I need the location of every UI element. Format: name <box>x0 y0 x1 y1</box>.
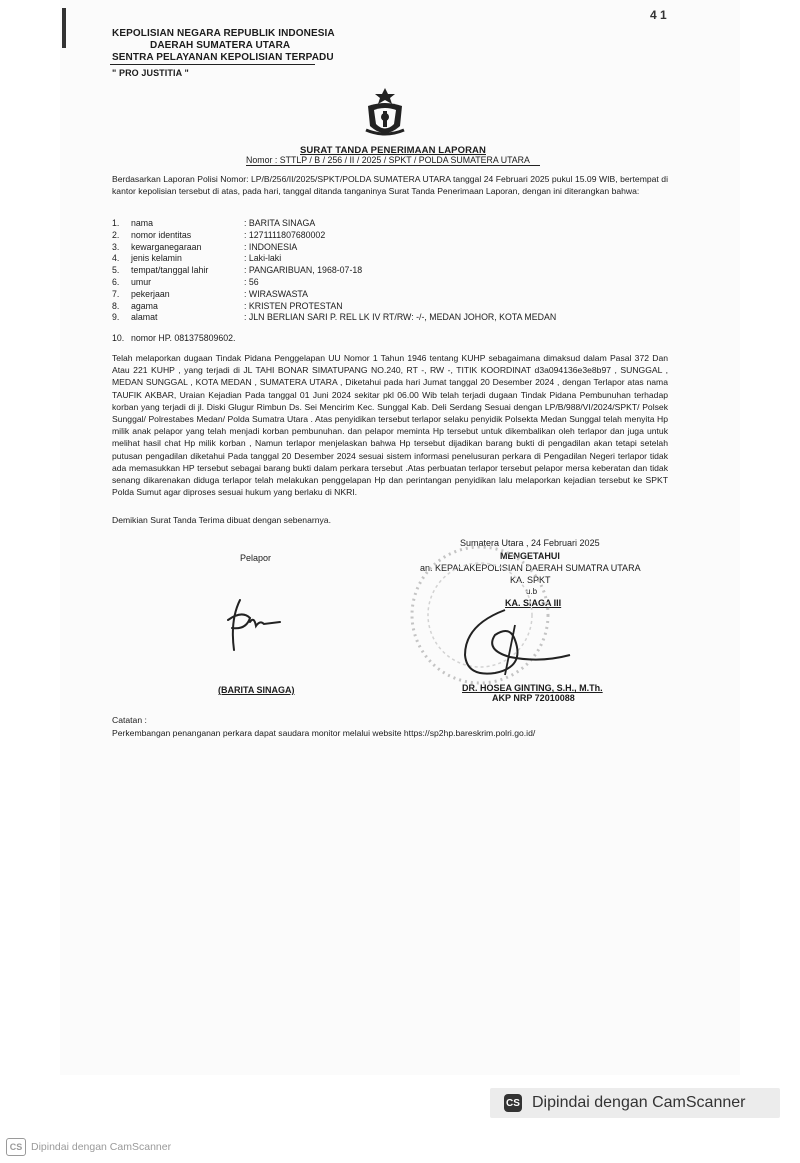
pro-justitia: " PRO JUSTITIA " <box>112 68 189 78</box>
header-rule <box>110 64 315 65</box>
field-number: 7. <box>112 288 120 299</box>
note-label: Catatan : <box>112 715 147 725</box>
field-label: kewarganegaraan <box>131 241 202 252</box>
officer-name: DR. HOSEA GINTING, S.H., M.Th. <box>462 683 603 693</box>
camscanner-footer-logo-icon: CS <box>6 1138 26 1156</box>
field-number: 3. <box>112 241 120 252</box>
field-phone-value: nomor HP. 081375809602. <box>131 333 236 343</box>
camscanner-badge <box>490 1088 780 1118</box>
field-value: : BARITA SINAGA <box>244 218 316 228</box>
field-number: 6. <box>112 276 120 287</box>
reporter-signature-icon <box>220 590 290 660</box>
field-number: 5. <box>112 265 120 276</box>
field-row <box>112 230 556 242</box>
header-region: DAERAH SUMATERA UTARA <box>150 40 291 51</box>
reporter-name: (BARITA SINAGA) <box>218 685 295 695</box>
field-label: alamat <box>131 312 158 323</box>
note-text: Perkembangan penanganan perkara dapat saudara monitor melalui website https://sp2hp.bareskrim.polri.go.id/ <box>112 728 536 738</box>
closing-statement: Demikian Surat Tanda Terima dibuat dengan sebenarnya. <box>112 515 331 525</box>
place-date: Sumatera Utara , 24 Februari 2025 <box>460 538 600 548</box>
field-number: 2. <box>112 229 120 240</box>
field-value: : JLN BERLIAN SARI P. REL LK IV RT/RW: -/-, MEDAN JOHOR, KOTA MEDAN <box>244 312 557 323</box>
field-label: jenis kelamin <box>131 253 182 264</box>
field-label: nomor identitas <box>131 229 192 240</box>
page-number-mark: 4 1 <box>650 8 667 22</box>
field-value: : WIRASWASTA <box>244 288 309 299</box>
field-row <box>112 289 556 301</box>
ka-siaga-label: KA. SIAGA III <box>505 598 562 608</box>
document-number: Nomor : STTLP / B / 256 / II / 2025 / SPKT / POLDA SUMATERA UTARA <box>246 155 530 165</box>
field-value: : 1271111807680002 <box>244 229 326 240</box>
document-title: SURAT TANDA PENERIMAAN LAPORAN <box>300 145 486 156</box>
field-value: : Laki-laki <box>244 253 282 264</box>
field-label: agama <box>131 300 158 311</box>
field-value: : 56 <box>244 276 259 287</box>
intro-paragraph: Berdasarkan Laporan Polisi Nomor: LP/B/256/II/2025/SPKT/POLDA SUMATERA UTARA tanggal 24 Februari 2025 pukul 15.09 WIB, bertempat di kantor kepolisian tersebut di atas, pada hari, tanggal ditanda tanganinya Surat Tanda Penerimaan Laporan, dengan ini diterangkan bahwa: <box>112 174 668 197</box>
officer-rank: AKP NRP 72010088 <box>492 693 575 703</box>
field-number: 9. <box>112 312 120 323</box>
camscanner-footer-text: Dipindai dengan CamScanner <box>31 1141 172 1153</box>
field-number: 8. <box>112 300 120 311</box>
field-phone-number: 10. <box>112 333 125 343</box>
page-corner-mark <box>62 8 66 48</box>
header-institution: KEPOLISIAN NEGARA REPUBLIK INDONESIA <box>112 28 335 39</box>
pelapor-label: Pelapor <box>240 553 272 563</box>
field-value: : PANGARIBUAN, 1968-07-18 <box>244 265 363 276</box>
on-behalf-line: an. KEPALAKEPOLISIAN DAERAH SUMATRA UTARA <box>420 563 641 573</box>
field-value: : INDONESIA <box>244 241 298 252</box>
field-row <box>112 253 556 265</box>
camscanner-badge-text: Dipindai dengan CamScanner <box>532 1094 746 1111</box>
field-number: 4. <box>112 253 120 264</box>
official-signature-icon <box>455 605 575 685</box>
ka-spkt-label: KA. SPKT <box>510 575 551 585</box>
field-row <box>112 301 556 313</box>
field-label: pekerjaan <box>131 288 170 299</box>
field-label: nama <box>131 218 154 228</box>
field-number: 1. <box>112 218 120 228</box>
field-phone <box>112 333 236 343</box>
reporter-details <box>112 218 556 324</box>
header-unit: SENTRA PELAYANAN KEPOLISIAN TERPADU <box>112 52 334 63</box>
title-rule <box>246 165 540 166</box>
police-emblem-icon <box>362 86 408 142</box>
field-row <box>112 218 556 230</box>
mengetahui-label: MENGETAHUI <box>500 551 560 561</box>
report-body-paragraph: Telah melaporkan dugaan Tindak Pidana Penggelapan UU Nomor 1 Tahun 1946 tentang KUHP sebagaimana dimaksud dalam Pasal 372 Dan Atau 221 KUHP , yang terjadi di JL TAHI BONAR SIMATUPANG NO.240, RT -, RW -, TITIK KOORDINAT d3a094136e3e8b97 , SUNGGAL , MEDAN SUNGGAL , KOTA MEDAN , SUMATERA UTARA , Diketahui pada hari Jumat tanggal 20 Desember 2024 , dengan Terlapor atas nama TAUFIK AKBAR, Uraian Kejadian Pada tanggal 01 Juni 2024 sekitar pkl 06.00 Wib telah terjadi dugaan Tindak Pidana Pembunuhan terhadap korban yang terjadi di jl. Diski Glugur Rimbun Ds. Sei Mencirim Kec. Sunggal Kab. Deli Serdang Sesuai dengan LP/B/988/VI/2024/SPKT/ Polsek Sunggal/ Polrestabes Medan/ Polda Sumatra Utara . Atas penyidikan tersebut terlapor selaku penyidik Polsekta Medan Sunggal telah menyita Hp milik anak pelapor yang telah menjadi korban pembunuhan. dan pelapor meminta Hp tersebut untuk dikembalikan oleh terlapor dan juga untuk melihat hasil chat Hp milik korban , Namun terlapor menjelaskan bahwa Hp tersebut dijadikan barang bukti di pengadilan akan tetapi setelah putusan pengadilan diketahui Pada tanggal 20 Desember 2024 sesuai sistem informasi penelusuran perkara di Pengadilan Negeri terlapor tidak ada memasukkan HP tersebut sebagai barang bukti dalam perkara tersebut .Atas perbuatan terlapor tersebut pelapor mersa keberatan dan tidak senang dikarenakan diduga terlapor telah melakukan penggelapan Hp dan perintangan penyidikan lalu melaporkan kejadian tersebut ke SPKT Polda Sumut agar diproses sesuai hukum yang berlaku di NKRI. <box>112 353 668 498</box>
field-value: : KRISTEN PROTESTAN <box>244 300 343 311</box>
camscanner-logo-icon: CS <box>504 1094 522 1112</box>
field-label: umur <box>131 276 152 287</box>
ub-label: u.b <box>526 587 538 596</box>
field-label: tempat/tanggal lahir <box>131 265 209 276</box>
field-row <box>112 242 556 254</box>
camscanner-footer <box>6 1138 171 1156</box>
field-row <box>112 265 556 277</box>
field-row <box>112 277 556 289</box>
field-row <box>112 312 556 324</box>
